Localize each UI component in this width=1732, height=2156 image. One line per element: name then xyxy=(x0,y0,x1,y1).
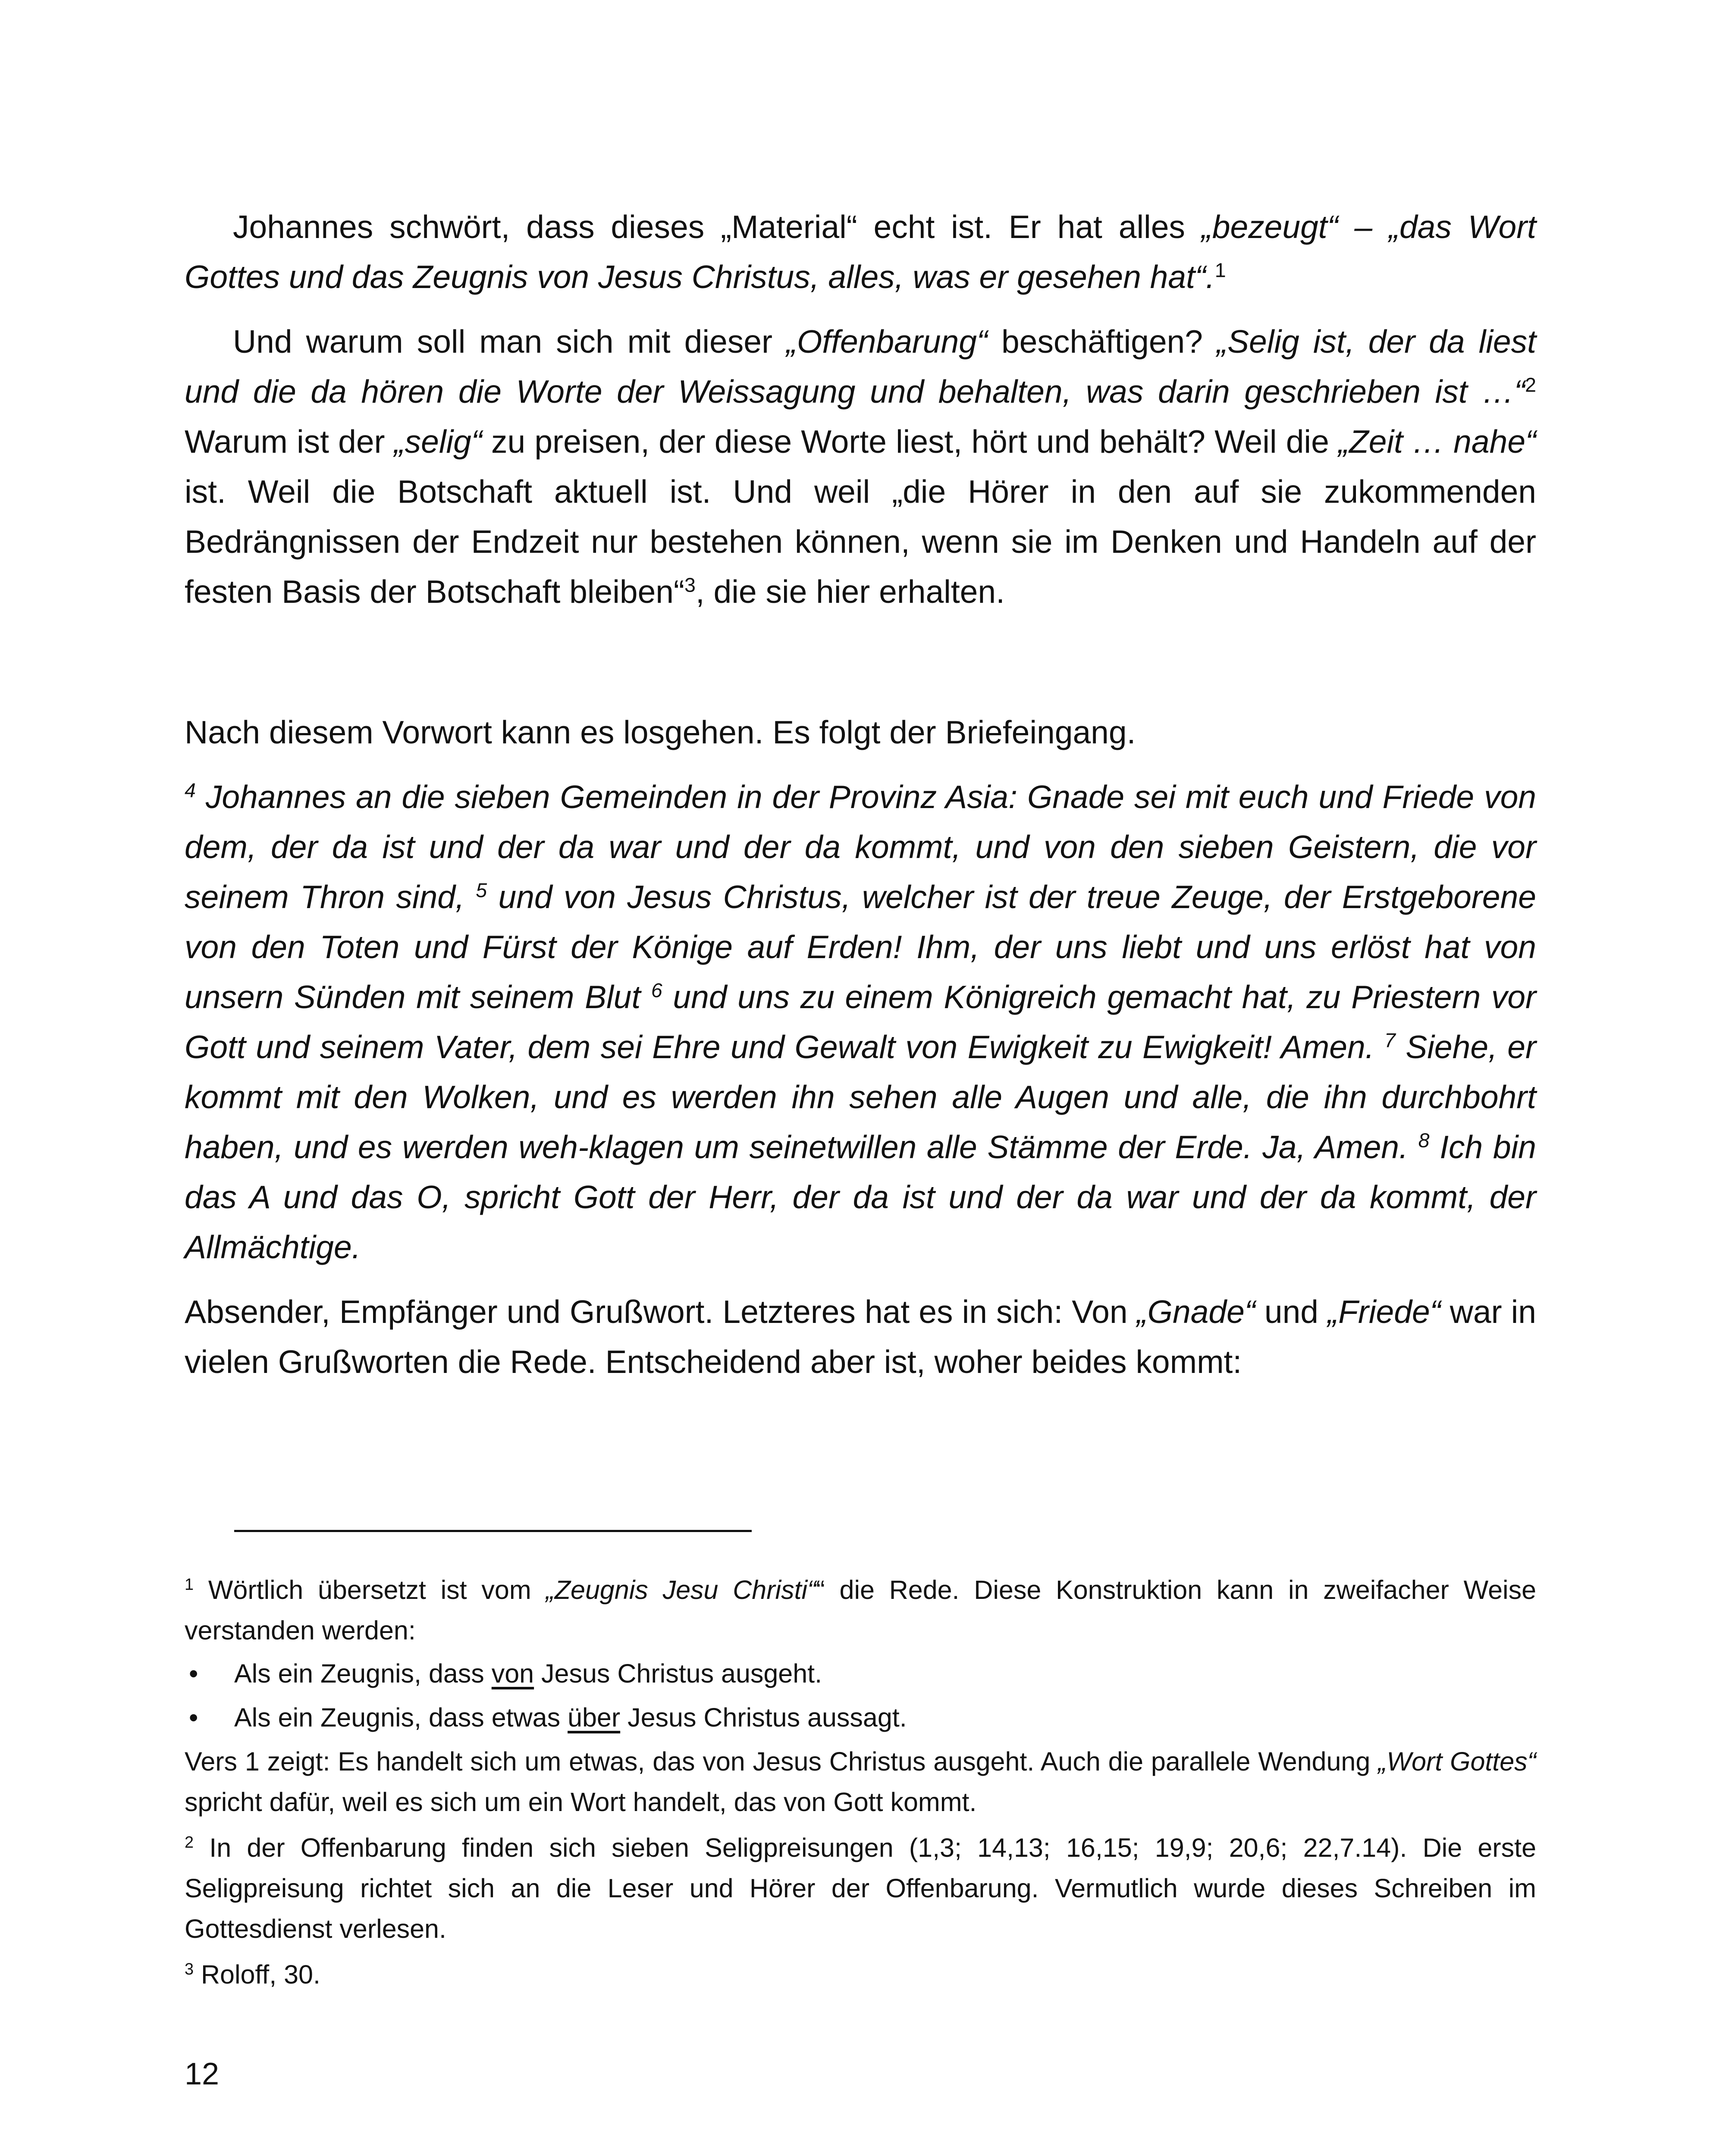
footnote-1-continuation: Vers 1 zeigt: Es handelt sich um etwas, das von Jesus Christus ausgeht. Auch die parallele Wendung „Wort Gottes“ spricht dafür, weil es sich um ein Wort handelt, das von Gott kommt. xyxy=(185,1747,1536,1817)
list-item xyxy=(185,1653,1536,1694)
footnotes xyxy=(185,1570,1536,1995)
footnote-separator xyxy=(234,1530,752,1532)
list-item xyxy=(185,1697,1536,1738)
paragraph-2: Und warum soll man sich mit dieser „Offenbarung“ beschäftigen? „Selig ist, der da liest und die da hören die Worte der Weissagung und behalten, was darin geschrieben ist …“$^2$ Warum ist der „selig“ zu preisen, der diese Worte liest, hört und behält? Weil die „Zeit … nahe“ ist. Weil die Botschaft aktuell ist. Und weil „die Hörer in den auf sie zukommenden Bedrängnissen der Endzeit nur bestehen können, wenn sie im Denken und Handeln auf der festen Basis der Botschaft bleiben“$^3$, die sie hier erhalten. xyxy=(185,323,1537,610)
paragraph-1: Johannes schwört, dass dieses „Material“ echt ist. Er hat alles „bezeugt“ – „das Wort Gottes und das Zeugnis von Jesus Christus, alles, was er gesehen hat“.$^1$ xyxy=(185,209,1537,295)
list-item-text: Als ein Zeugnis, dass von Jesus Christus ausgeht. xyxy=(234,1659,822,1688)
footnote-3: $^3$ Roloff, 30. xyxy=(185,1960,320,1989)
paragraph-5: Absender, Empfänger und Grußwort. Letzteres hat es in sich: Von „Gnade“ und „Friede“ war in vielen Grußworten die Rede. Entscheidend aber ist, woher beides kommt: xyxy=(185,1294,1537,1380)
scripture-quote: $^4$ Johannes an die sieben Gemeinden in der Provinz Asia: Gnade sei mit euch und Friede von dem, der da ist und der da war und der da kommt, und von den sieben Geistern, die vor seinem Thron sind, $^5$ und von Jesus Christus, welcher ist der treue Zeuge, der Erstgeborene von den Toten und Fürst der Könige auf Erden! Ihm, der uns liebt und uns erlöst hat von unsern Sünden mit seinem Blut $^6$ und uns zu einem Königreich gemacht hat, zu Priestern vor Gott und seinem Vater, dem sei Ehre und Gewalt von Ewigkeit zu Ewigkeit! Amen. $^7$ Siehe, er kommt mit den Wolken, und es werden ihn sehen alle Augen und alle, die ihn durchbohrt haben, und es werden weh-klagen um seinetwillen alle Stämme der Erde. Ja, Amen. $^8$ Ich bin das A und das O, spricht Gott der Herr, der da ist und der da war und der da kommt, der Allmächtige. xyxy=(185,779,1536,1265)
paragraph-3: Nach diesem Vorwort kann es losgehen. Es folgt der Briefeingang. xyxy=(185,714,1136,750)
bullet-icon: • xyxy=(189,1659,198,1688)
list-item-text: Als ein Zeugnis, dass etwas über Jesus Christus aussagt. xyxy=(234,1703,907,1732)
main-text xyxy=(185,202,1536,1387)
bullet-icon: • xyxy=(189,1703,198,1732)
page-number: 12 xyxy=(185,2057,220,2091)
footnote-1-list xyxy=(185,1653,1536,1738)
footnote-2: $^2$ In der Offenbarung finden sich sieben Seligpreisungen (1,3; 14,13; 16,15; 19,9; 20,6; 22,7.14). Die erste Seligpreisung richtet sich an die Leser und Hörer der Offenbarung. Vermutlich wurde dieses Schreiben im Gottesdienst verlesen. xyxy=(185,1833,1536,1943)
footnote-1: $^1$ Wörtlich übersetzt ist vom „Zeugnis Jesu Christi““ die Rede. Diese Konstruktion kann in zweifacher Weise verstanden werden: xyxy=(185,1575,1536,1645)
